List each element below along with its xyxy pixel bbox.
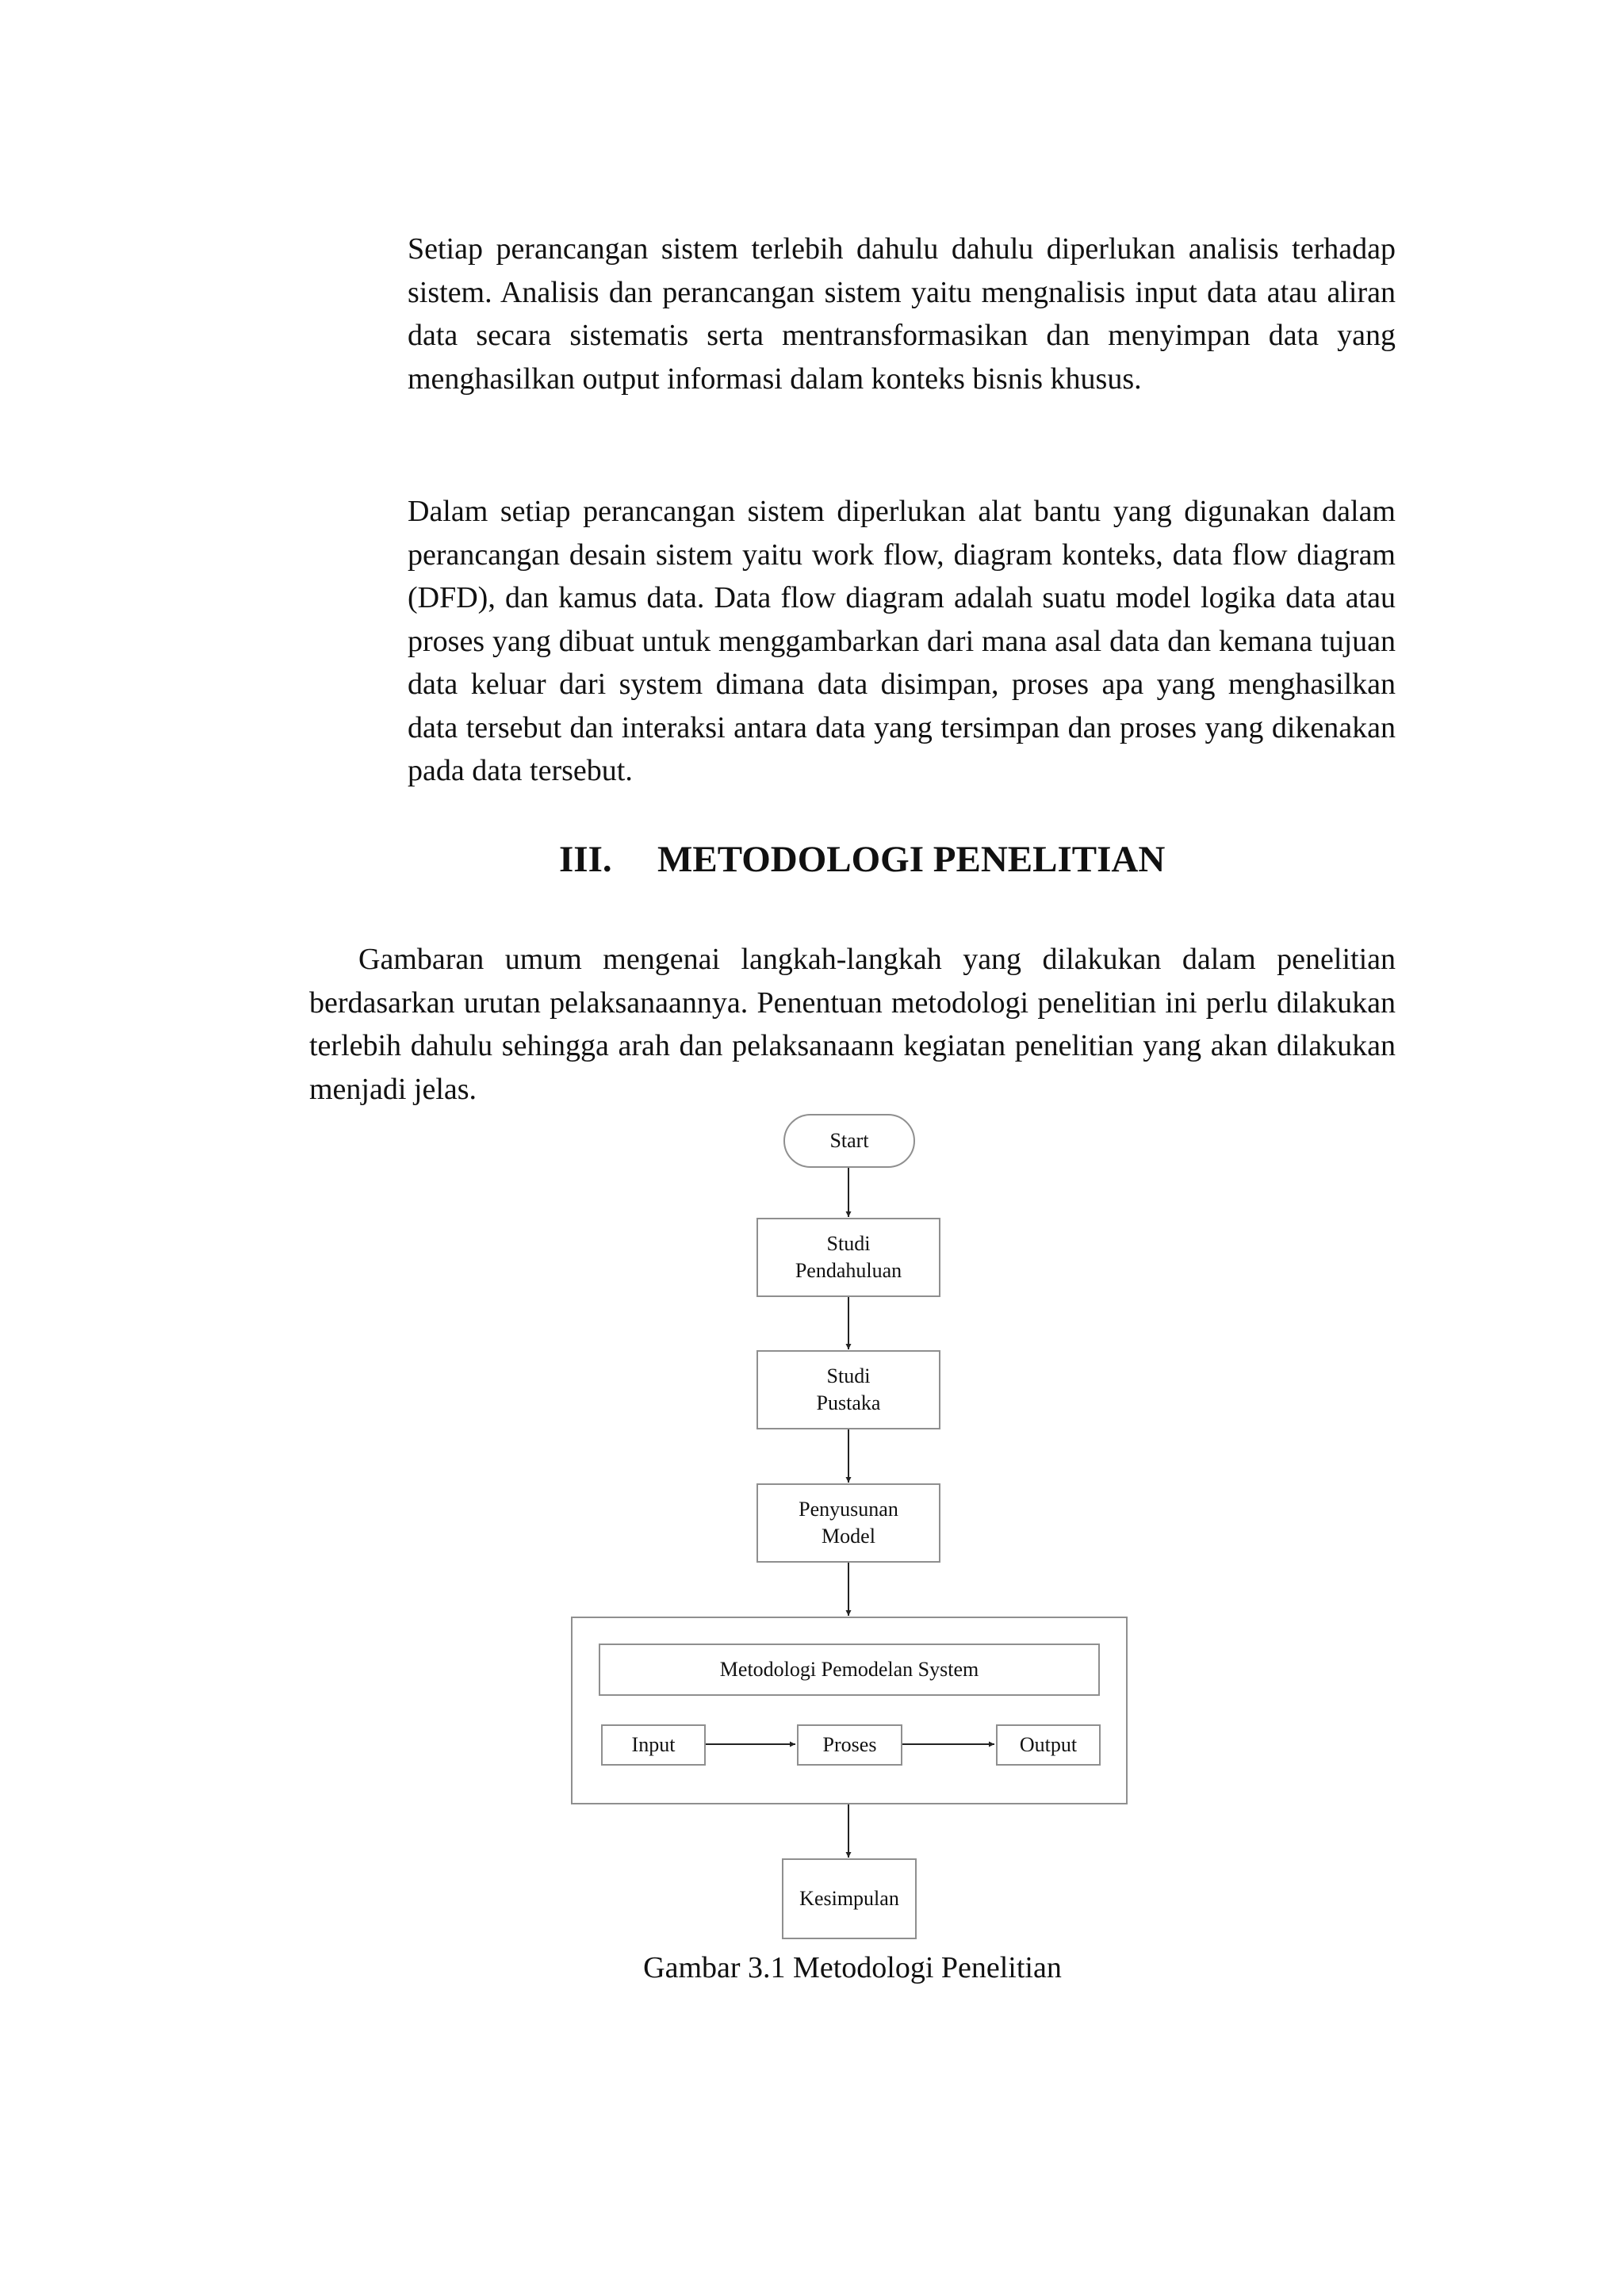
flow-proses: Proses — [797, 1724, 902, 1766]
paragraph-gambaran-umum: Gambaran umum mengenai langkah-langkah yang dilakukan dalam penelitian berdasarkan urutan pelaksanaannya. Penentuan metodologi penelitian ini perlu dilakukan terlebih dahulu sehingga arah dan pelaksanaann kegiatan penelitian yang akan dilakukan menjadi jelas. — [309, 943, 1396, 1106]
section-number: III. — [559, 839, 612, 880]
flow-input: Input — [601, 1724, 706, 1766]
flow-kesimpulan: Kesimpulan — [782, 1858, 917, 1939]
flow-studi-pustaka: Studi Pustaka — [756, 1350, 940, 1429]
flow-start: Start — [783, 1114, 915, 1168]
figure-caption: Gambar 3.1 Metodologi Penelitian — [643, 1951, 1062, 1984]
flow-penyusunan-model: Penyusunan Model — [756, 1483, 940, 1563]
flow-studi-pendahuluan: Studi Pendahuluan — [756, 1218, 940, 1297]
flowchart-metodologi — [555, 1106, 1142, 1954]
paragraph-alat-bantu: Dalam setiap perancangan sistem diperlukan alat bantu yang digunakan dalam perancangan desain sistem yaitu work flow, diagram konteks, data flow diagram (DFD), dan kamus data. Data flow diagram adalah suatu model logika data atau proses yang dibuat untuk menggambarkan dari mana asal data dan kemana tujuan data keluar dari system dimana data disimpan, proses apa yang menghasilkan data tersebut dan interaksi antara data yang tersimpan dan proses yang dikenakan pada data tersebut. — [408, 495, 1396, 787]
paragraph-analisis-sistem: Setiap perancangan sistem terlebih dahulu dahulu diperlukan analisis terhadap sistem. Analisis dan perancangan sistem yaitu mengnalisis input data atau aliran data secara sistematis serta mentransformasikan dan menyimpan data yang menghasilkan output informasi dalam konteks bisnis khusus. — [408, 232, 1396, 396]
flow-output: Output — [996, 1724, 1101, 1766]
section-title: METODOLOGI PENELITIAN — [657, 839, 1166, 880]
flow-pemodelan-header: Metodologi Pemodelan System — [599, 1644, 1100, 1696]
section-heading — [559, 836, 1165, 883]
